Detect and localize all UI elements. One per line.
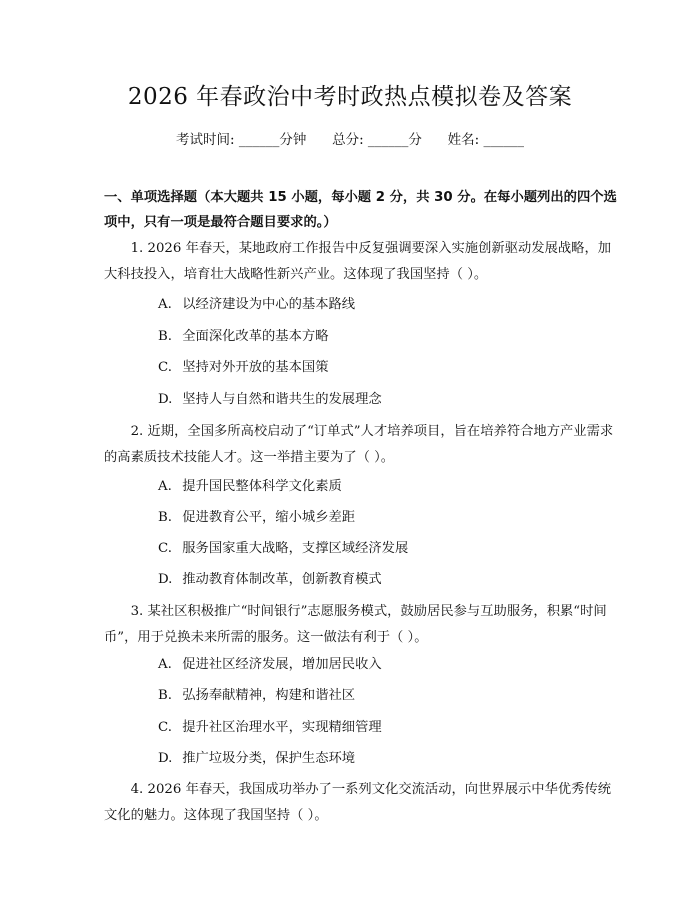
option-letter: C. [158, 541, 172, 556]
option-letter: A. [158, 479, 172, 494]
option-text: 全面深化改革的基本方略 [182, 329, 329, 344]
question-2-option-c [158, 538, 618, 560]
option-letter: B. [158, 688, 172, 703]
question-1-option-c [158, 357, 618, 379]
option-letter: A. [158, 297, 172, 312]
option-text: 以经济建设为中心的基本路线 [182, 297, 356, 312]
question-1-option-a [158, 294, 618, 316]
option-text: 促进教育公平，缩小城乡差距 [182, 510, 356, 525]
question-4-stem: 4. 2026 年春天，我国成功举办了一系列文化交流活动，向世界展示中华优秀传统文化的魅力。这体现了我国坚持（ ）。 [104, 782, 612, 823]
question-3-option-a [158, 654, 618, 676]
option-text: 推动教育体制改革，创新教育模式 [182, 572, 382, 587]
question-3-stem: 3. 某社区积极推广“时间银行”志愿服务模式，鼓励居民参与互助服务，积累“时间币”，用于兑换未来所需的服务。这一做法有利于（ ）。 [104, 604, 607, 645]
option-letter: B. [158, 329, 172, 344]
option-letter: D. [158, 572, 173, 587]
question-3-option-d [158, 748, 618, 770]
question-2-stem: 2. 近期，全国多所高校启动了“订单式”人才培养项目，旨在培养符合地方产业需求的高素质技术技能人才。这一举措主要为了（ ）。 [104, 424, 614, 465]
exam-title: 2026 年春政治中考时政热点模拟卷及答案 [127, 84, 573, 110]
option-letter: D. [158, 392, 173, 407]
question-2-option-d [158, 569, 618, 591]
option-letter: A. [158, 657, 172, 672]
option-text: 提升社区治理水平，实现精细管理 [182, 720, 382, 735]
question-3-option-b [158, 685, 618, 707]
option-text: 促进社区经济发展，增加居民收入 [182, 657, 382, 672]
option-text: 提升国民整体科学文化素质 [182, 479, 342, 494]
question-2-option-b [158, 507, 618, 529]
option-letter: B. [158, 510, 172, 525]
option-text: 坚持人与自然和谐共生的发展理念 [182, 392, 382, 407]
question-3-option-c [158, 717, 618, 739]
option-text: 推广垃圾分类，保护生态环境 [182, 751, 356, 766]
question-2-option-a [158, 476, 618, 498]
question-1-option-b [158, 326, 618, 348]
option-text: 弘扬奉献精神，构建和谐社区 [182, 688, 356, 703]
option-letter: C. [158, 720, 172, 735]
option-letter: C. [158, 360, 172, 375]
option-letter: D. [158, 751, 173, 766]
question-1-stem: 1. 2026 年春天，某地政府工作报告中反复强调要深入实施创新驱动发展战略，加大科技投入，培育壮大战略性新兴产业。这体现了我国坚持（ ）。 [104, 241, 612, 282]
question-1-option-d [158, 389, 618, 411]
option-text: 服务国家重大战略，支撑区域经济发展 [182, 541, 409, 556]
option-text: 坚持对外开放的基本国策 [182, 360, 329, 375]
exam-info-line: 考试时间: ______分钟 总分: ______分 姓名: ______ [175, 132, 524, 148]
section-heading: 一、单项选择题（本大题共 15 小题，每小题 2 分，共 30 分。在每小题列出的四个选项中，只有一项是最符合题目要求的。） [104, 190, 617, 230]
